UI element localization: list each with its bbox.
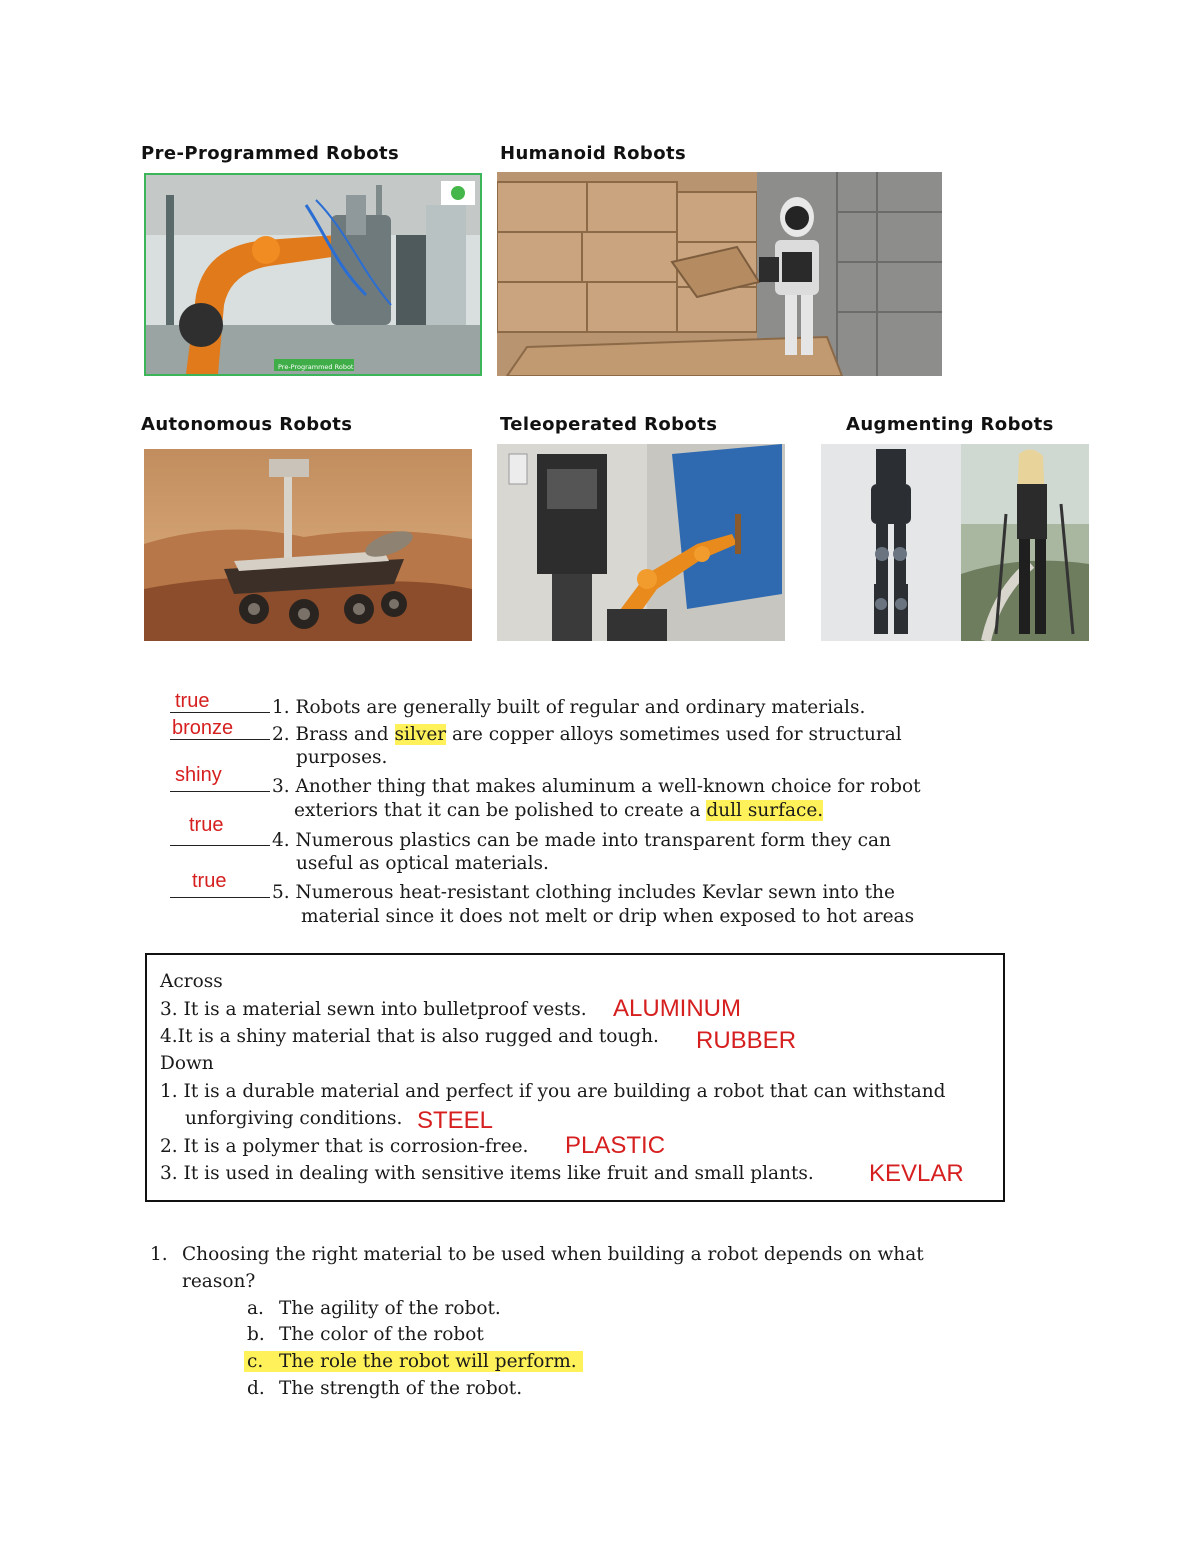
mc-option-d-letter: d. [247, 1378, 265, 1399]
across-clue-4: 4.It is a shiny material that is also rugged and tough. [160, 1026, 659, 1047]
tf-item-4 [170, 827, 891, 851]
tf-item-3 [170, 773, 921, 797]
across-answer-4: RUBBER [696, 1027, 797, 1054]
mc-option-a [247, 1298, 501, 1319]
down-answer-1: STEEL [417, 1107, 494, 1134]
mc-option-b [247, 1324, 484, 1345]
photo-augmenting-robot [821, 444, 1089, 641]
answer-blank [170, 827, 270, 846]
title-augmenting: Augmenting Robots [846, 414, 1054, 435]
tf-item-3-highlight: dull surface. [706, 800, 824, 821]
mc-option-d-text: The strength of the robot. [279, 1378, 523, 1399]
tf-answer-3: shiny [175, 764, 222, 786]
answer-blank [170, 694, 270, 713]
across-answer-3: ALUMINUM [613, 995, 742, 1022]
tf-answer-1: true [175, 690, 210, 712]
mc-question-number: 1. [150, 1244, 168, 1265]
tf-item-2-text-a: 2. Brass and [272, 724, 395, 745]
mc-option-b-text: The color of the robot [279, 1324, 484, 1345]
tf-item-5-cont: material since it does not melt or drip when exposed to hot areas [301, 906, 915, 927]
tf-item-3-text: 3. Another thing that makes aluminum a well-known choice for robot [272, 776, 921, 797]
tf-answer-2: bronze [172, 717, 234, 739]
photo-autonomous-robot [144, 449, 472, 641]
down-clue-2: 2. It is a polymer that is corrosion-free. [160, 1136, 529, 1157]
title-teleoperated: Teleoperated Robots [500, 414, 718, 435]
tf-item-1 [170, 694, 865, 718]
tf-item-2-text-b: are copper alloys sometimes used for structural [446, 724, 902, 745]
logo-caption: Pre-Programmed Robot [278, 363, 354, 371]
mc-option-b-letter: b. [247, 1324, 265, 1345]
down-answer-3: KEVLAR [869, 1160, 964, 1187]
title-preprogrammed: Pre-Programmed Robots [141, 143, 400, 164]
tf-answer-4: true [189, 814, 224, 836]
down-heading: Down [160, 1053, 214, 1074]
mc-option-a-letter: a. [247, 1298, 264, 1319]
tf-item-3-cont [294, 800, 823, 821]
tf-item-5-text: 5. Numerous heat-resistant clothing includes Kevlar sewn into the [272, 882, 895, 903]
down-clue-3: 3. It is used in dealing with sensitive items like fruit and small plants. [160, 1163, 814, 1184]
photo-humanoid-robot [497, 172, 942, 376]
answer-blank [170, 879, 270, 898]
mc-option-a-text: The agility of the robot. [279, 1298, 501, 1319]
answer-blank [170, 773, 270, 792]
photo-preprogrammed-robot [144, 173, 482, 376]
photo-teleoperated-robot [497, 444, 785, 641]
crossword-clue-box [145, 953, 1005, 1202]
down-clue-1-cont: unforgiving conditions. [185, 1108, 403, 1129]
tf-item-4-text: 4. Numerous plastics can be made into transparent form they can [272, 830, 891, 851]
title-humanoid: Humanoid Robots [500, 143, 687, 164]
down-clue-1: 1. It is a durable material and perfect if you are building a robot that can withstand [160, 1081, 946, 1102]
title-autonomous: Autonomous Robots [141, 414, 353, 435]
mc-option-c-highlighted [244, 1351, 583, 1372]
tf-item-5 [170, 879, 895, 903]
tf-item-2-cont: purposes. [296, 747, 388, 768]
mc-option-d [247, 1378, 522, 1399]
tf-item-2 [170, 721, 902, 745]
tf-item-4-cont: useful as optical materials. [296, 853, 549, 874]
mc-question-line1: Choosing the right material to be used when building a robot depends on what [182, 1244, 924, 1265]
across-clue-3: 3. It is a material sewn into bulletproof vests. [160, 999, 587, 1020]
tf-answer-5: true [192, 870, 227, 892]
mc-question-line2: reason? [182, 1271, 256, 1292]
across-heading: Across [160, 971, 223, 992]
mc-option-c-letter: c. [247, 1351, 264, 1372]
tf-item-2-highlight: silver [394, 724, 447, 745]
answer-blank [170, 721, 270, 740]
tf-item-3-text-b: exteriors that it can be polished to create a [294, 800, 707, 821]
mc-option-c-text: The role the robot will perform. [279, 1351, 577, 1372]
down-answer-2: PLASTIC [565, 1132, 666, 1159]
tf-item-1-text: 1. Robots are generally built of regular and ordinary materials. [272, 697, 866, 718]
